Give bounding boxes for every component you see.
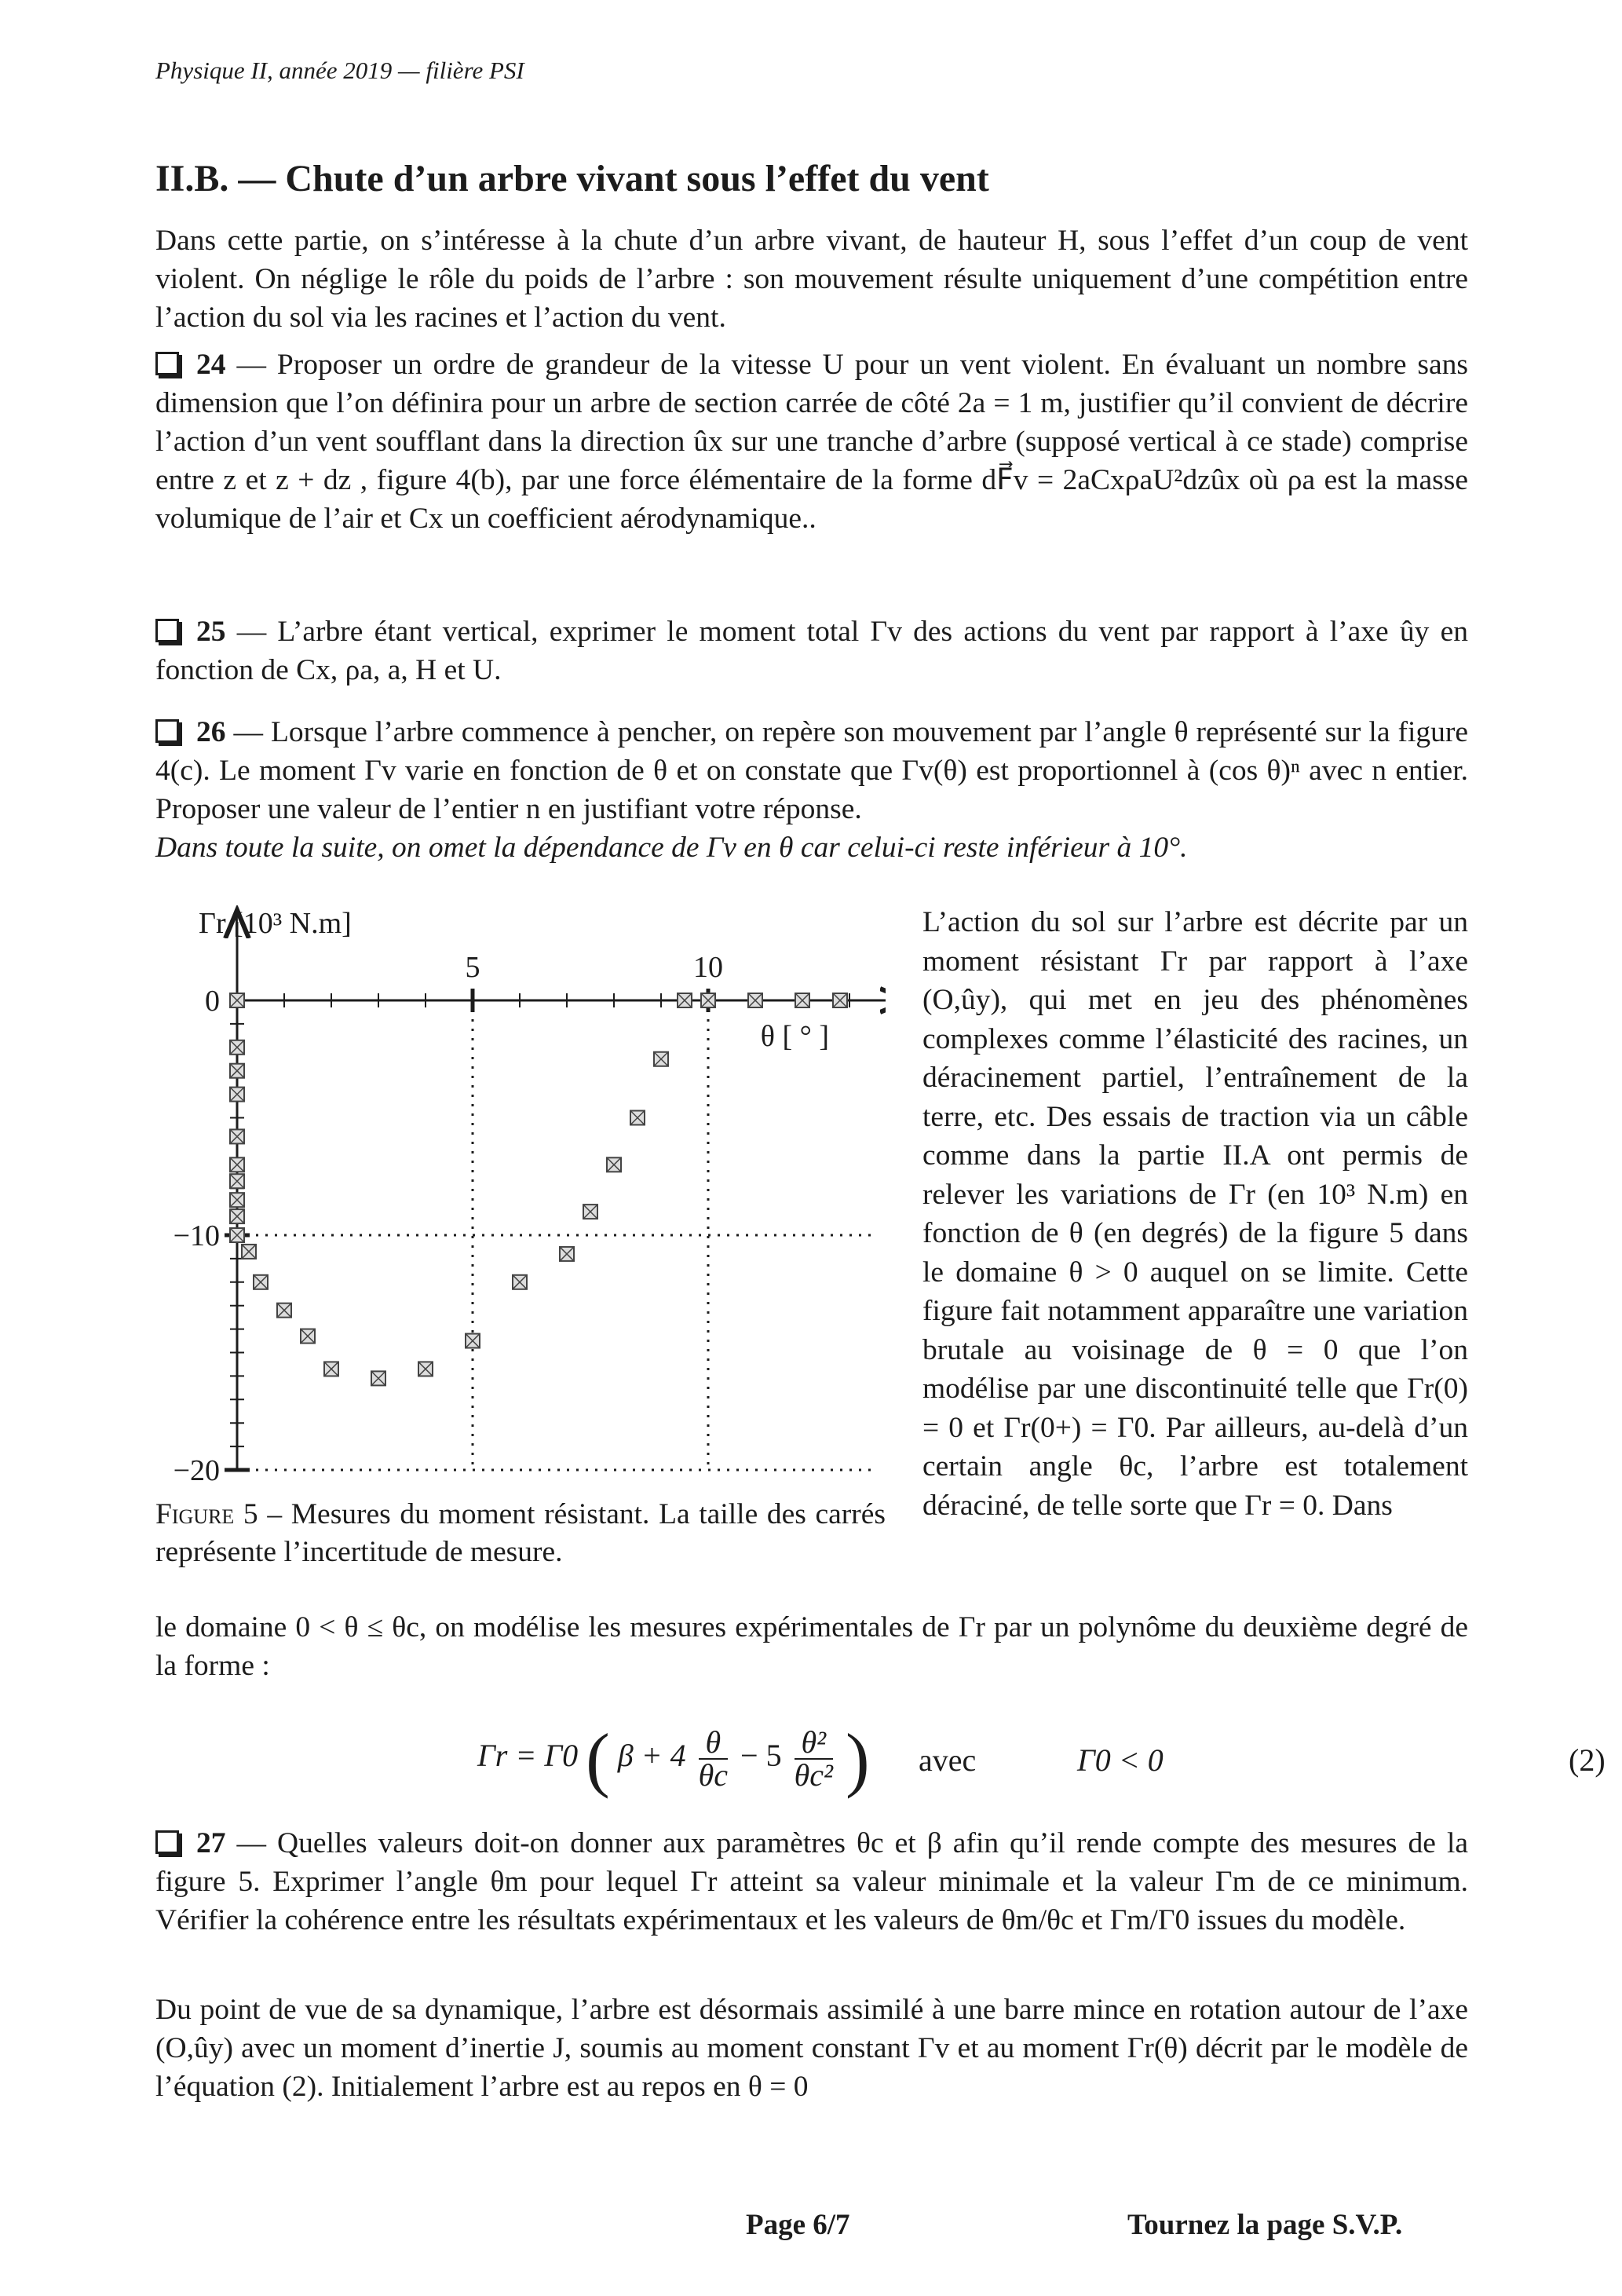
equation-lhs: Γr = Γ0 bbox=[477, 1738, 579, 1774]
chart-y-label: Γr [10³ N.m] bbox=[199, 907, 352, 940]
data-point bbox=[678, 993, 692, 1007]
data-point bbox=[324, 1362, 338, 1376]
data-point bbox=[583, 1205, 597, 1219]
chart-axes bbox=[237, 922, 886, 1470]
data-point bbox=[466, 1334, 480, 1348]
fraction-1 bbox=[698, 1724, 729, 1793]
data-point bbox=[254, 1275, 268, 1289]
question-24 bbox=[155, 345, 1468, 538]
data-point bbox=[513, 1275, 527, 1289]
chart-y-tick-label: 0 bbox=[205, 985, 220, 1018]
fraction-1-den: θc bbox=[698, 1757, 729, 1793]
data-point bbox=[230, 993, 244, 1007]
page-header: Physique II, année 2019 — filière PSI bbox=[155, 57, 524, 84]
intro-paragraph: Dans cette partie, on s’intéresse à la chute d’un arbre vivant, de hauteur H, sous l’effet d’un coup de vent violent. On néglige le rôle du poids de l’arbre : son mouvement résulte uniquement d’une compétition entre l’action du sol via les racines et l’action du vent. bbox=[155, 225, 1468, 334]
data-point bbox=[230, 1088, 244, 1102]
data-point bbox=[630, 1111, 645, 1125]
question-note: Dans toute la suite, on omet la dépendance de Γv en θ car celui-ci reste inférieur à 10°. bbox=[155, 832, 1188, 864]
data-point bbox=[748, 993, 762, 1007]
fraction-2 bbox=[794, 1724, 834, 1793]
after-figure-paragraph: le domaine 0 < θ ≤ θc, on modélise les mesures expérimentales de Γr par un polynôme du deuxième degré de la forme : bbox=[155, 1611, 1468, 1682]
data-point bbox=[230, 1040, 244, 1055]
equation-beta: β + 4 bbox=[617, 1738, 686, 1774]
turn-page-note: Tournez la page S.V.P. bbox=[1127, 2209, 1403, 2241]
data-point bbox=[230, 1157, 244, 1172]
chart-y-tick-label: −10 bbox=[173, 1219, 220, 1252]
data-point bbox=[230, 1209, 244, 1223]
chart-guides bbox=[237, 1000, 873, 1470]
section-title: II.B. — Chute d’un arbre vivant sous l’effet du vent bbox=[155, 158, 989, 199]
equation-avec: avec bbox=[919, 1742, 977, 1778]
data-point bbox=[833, 993, 847, 1007]
data-point bbox=[701, 993, 715, 1007]
equation-minus: − 5 bbox=[740, 1738, 782, 1774]
question-number: 24 bbox=[196, 349, 226, 381]
right-paren: ) bbox=[846, 1719, 870, 1799]
left-paren: ( bbox=[586, 1719, 610, 1799]
caption-label: Figure 5 bbox=[155, 1498, 258, 1530]
equation-number: (2) bbox=[1569, 1742, 1606, 1778]
data-point bbox=[242, 1245, 256, 1259]
equation-2 bbox=[155, 1712, 1606, 1806]
figure-5-chart bbox=[155, 903, 886, 1492]
chart-x-tick-label: 10 bbox=[693, 951, 723, 984]
question-text: — Proposer un ordre de grandeur de la vitesse U pour un vent violent. En évaluant un nombre sans dimension que l’on définira pour un arbre de section carrée de côté 2a = 1 m, justifier qu’il convient de décrire l’action d’un vent soufflant dans la direction ûx sur une tranche d’arbre (supposé vertical à ce stade) comprise entre z et z + dz , figure 4(b), par une force élémentaire de la forme dF⃗v = 2aCxρaU²dzûx où ρa est la masse volumique de l’air et Cx un coefficient aérodynamique.. bbox=[155, 349, 1469, 535]
question-number: 25 bbox=[196, 616, 226, 648]
checkbox-icon bbox=[155, 352, 179, 375]
question-26 bbox=[155, 713, 1468, 867]
question-text: — Quelles valeurs doit-on donner aux paramètres θc et β afin qu’il rende compte des mesures de la figure 5. Exprimer l’angle θm pour lequel Γr atteint sa valeur minimale et la valeur Γm de ce minimum. Vérifier la cohérence entre les résultats expérimentaux et les valeurs de θm/θc et Γm/Γ0 issues du modèle. bbox=[155, 1827, 1469, 1936]
data-point bbox=[230, 1064, 244, 1078]
checkbox-icon bbox=[155, 619, 179, 642]
equation-condition: Γ0 < 0 bbox=[1077, 1742, 1164, 1778]
data-point bbox=[560, 1247, 574, 1261]
data-point bbox=[654, 1052, 668, 1066]
caption-text: – Mesures du moment résistant. La taille des carrés représente l’incertitude de mesure. bbox=[155, 1498, 886, 1568]
chart-points bbox=[230, 993, 847, 1385]
question-text: — Lorsque l’arbre commence à pencher, on repère son mouvement par l’angle θ représenté sur la figure 4(c). Le moment Γv varie en fonction de θ et on constate que Γv(θ) est proportionnel à (cos θ)ⁿ avec n entier. Proposer une valeur de l’entier n en justifiant votre réponse. bbox=[155, 716, 1468, 825]
question-number: 26 bbox=[196, 716, 226, 748]
figure-caption bbox=[155, 1496, 886, 1571]
fraction-1-num: θ bbox=[699, 1727, 728, 1760]
data-point bbox=[301, 1329, 315, 1344]
fraction-2-den: θc² bbox=[794, 1757, 834, 1793]
chart-ticks bbox=[225, 989, 849, 1470]
data-point bbox=[277, 1303, 291, 1318]
question-27 bbox=[155, 1824, 1468, 1940]
equation-body bbox=[477, 1720, 870, 1798]
data-point bbox=[795, 993, 809, 1007]
data-point bbox=[230, 1174, 244, 1188]
data-point bbox=[230, 1193, 244, 1207]
data-point bbox=[230, 1228, 244, 1242]
data-point bbox=[371, 1371, 385, 1385]
chart-x-label: θ [ ° ] bbox=[760, 1020, 829, 1053]
question-25 bbox=[155, 612, 1468, 689]
page-number: Page 6/7 bbox=[746, 2209, 850, 2241]
right-column-text: L’action du sol sur l’arbre est décrite par un moment résistant Γr par rapport à l’axe (O,ûy), qui met en jeu des phénomènes complexes comme l’élasticité des racines, un déracinement partiel, l’entraînement de la terre, etc. Des essais de traction via un câble comme dans la partie II.A ont permis de relever les variations de Γr (en 10³ N.m) en fonction de θ (en degrés) de la figure 5 dans le domaine θ > 0 auquel on se limite. Cette figure fait notamment apparaître une variation brutale au voisinage de θ = 0 que l’on modélise par une discontinuité telle que Γr(0) = 0 et Γr(0+) = Γ0. Par ailleurs, au-delà d’un certain angle θc, l’arbre est totalement déraciné, de telle sorte que Γr = 0. Dans bbox=[922, 906, 1468, 1522]
data-point bbox=[418, 1362, 433, 1376]
question-number: 27 bbox=[196, 1827, 226, 1859]
final-paragraph: Du point de vue de sa dynamique, l’arbre est désormais assimilé à une barre mince en rotation autour de l’axe (O,ûy) avec un moment d’inertie J, soumis au moment constant Γv et au moment Γr(θ) décrit par le modèle de l’équation (2). Initialement l’arbre est au repos en θ = 0 bbox=[155, 1994, 1468, 2103]
chart-y-tick-label: −20 bbox=[173, 1454, 220, 1487]
checkbox-icon bbox=[155, 719, 179, 743]
chart-x-tick-label: 5 bbox=[465, 951, 480, 984]
data-point bbox=[230, 1129, 244, 1143]
checkbox-icon bbox=[155, 1830, 179, 1854]
data-point bbox=[607, 1157, 621, 1172]
question-text: — L’arbre étant vertical, exprimer le moment total Γv des actions du vent par rapport à l’axe ûy en fonction de Cx, ρa, a, H et U. bbox=[155, 616, 1469, 686]
fraction-2-num: θ² bbox=[795, 1727, 833, 1760]
